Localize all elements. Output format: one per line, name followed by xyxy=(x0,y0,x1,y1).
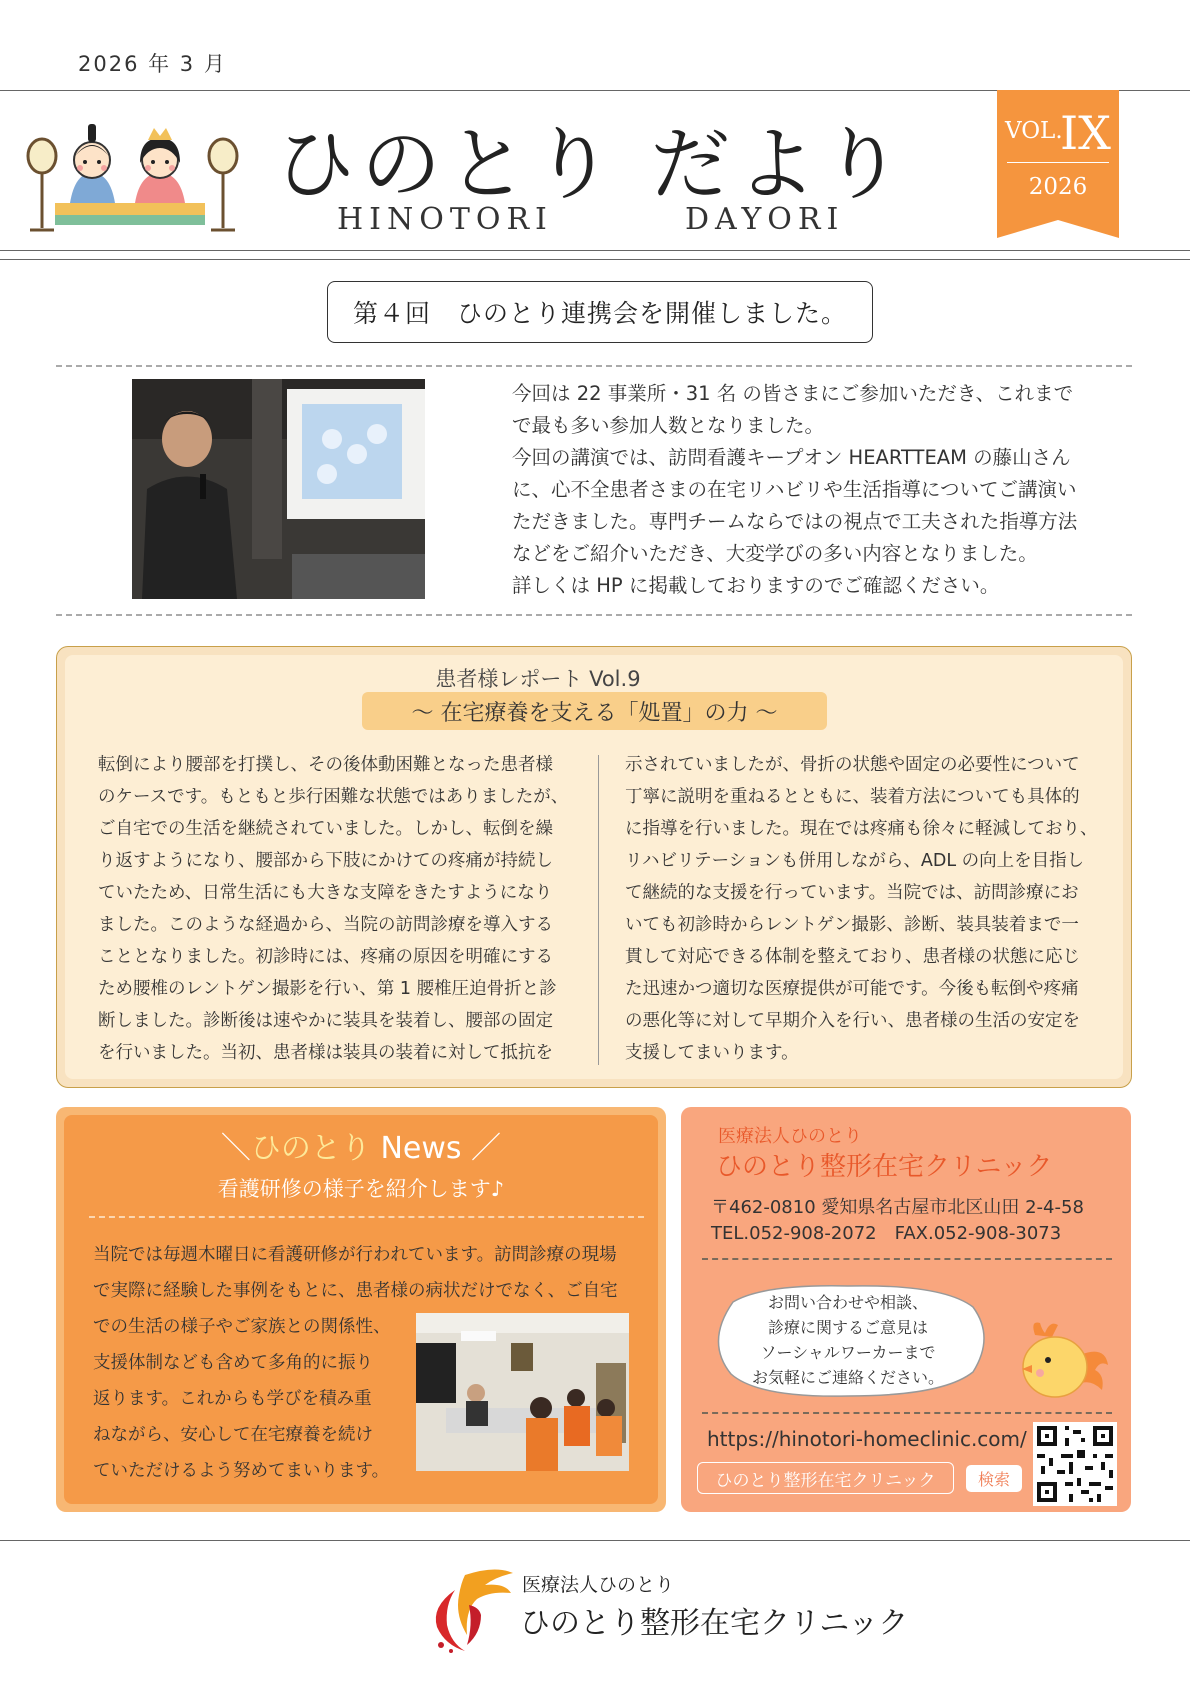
report-line: の悪化等に対して早期介入を行い、患者様の生活の安定を xyxy=(625,1011,1080,1031)
clinic-phoenix-logo-icon xyxy=(425,1565,515,1655)
article-line: に、心不全患者さまの在宅リハビリや生活指導についてご講演い xyxy=(512,478,1077,501)
clinic-dashed-divider xyxy=(702,1412,1112,1414)
report-line: た迅速かつ適切な医療提供が可能です。今後も転倒や疼痛 xyxy=(625,979,1079,999)
clinic-address: 〒462-0810 愛知県名古屋市北区山田 2-4-58 xyxy=(711,1197,1084,1218)
report-line: 支援してまいります。 xyxy=(625,1043,799,1063)
article-line: 今回は 22 事業所・31 名 の皆さまにご参加いただき、これまで xyxy=(512,382,1074,405)
report-line: こととなりました。初診時には、疼痛の原因を明確にする xyxy=(98,947,553,967)
news-line: ていただけるよう努めてまいります。 xyxy=(93,1461,390,1481)
article-line: などをご紹介いただき、大変学びの多い内容となりました。 xyxy=(512,542,1038,565)
article-line: 今回の講演では、訪問看護キープオン HEARTTEAM の藤山さん xyxy=(512,446,1071,469)
qr-code-icon[interactable] xyxy=(1033,1422,1117,1506)
volume-number: IX xyxy=(1060,106,1111,160)
report-line: リハビリテーションも併用しながら、ADL の向上を目指し xyxy=(625,851,1085,871)
issue-date: 2026 年 3 月 xyxy=(78,52,227,76)
article-body xyxy=(512,378,1112,602)
news-title-highlight: ひのとり xyxy=(250,1131,371,1166)
newsletter-title-en-1: HINOTORI xyxy=(337,202,553,237)
report-line: いても初診時からレントゲン撮影、診断、装具装着まで一 xyxy=(625,915,1079,935)
news-line: ねながら、安心して在宅療養を続け xyxy=(93,1425,373,1445)
contact-line: お気軽にご連絡ください。 xyxy=(751,1368,944,1387)
report-column-right xyxy=(625,749,1105,1069)
dashed-divider xyxy=(56,614,1132,616)
volume-label: VOL. xyxy=(1005,118,1063,144)
report-line: 示されていましたが、骨折の状態や固定の必要性について xyxy=(625,755,1080,775)
clinic-dashed-divider xyxy=(702,1258,1112,1260)
newsletter-title: ひのとり だより xyxy=(275,118,909,211)
report-label: 患者様レポート Vol.9 xyxy=(435,667,641,691)
training-photo-image-icon xyxy=(416,1313,629,1471)
report-subtitle: ～ 在宅療養を支える「処置」の力 ～ xyxy=(362,692,827,730)
report-line: ました。このような経過から、当院の訪問診療を導入する xyxy=(98,915,553,935)
clinic-tel-fax: TEL.052-908-2072 FAX.052-908-3073 xyxy=(711,1223,1062,1244)
article-line: で最も多い参加人数となりました。 xyxy=(512,414,825,437)
volume-divider xyxy=(1007,162,1109,163)
report-line: のケースです。もともと歩行困難な状態ではありましたが、 xyxy=(98,787,569,807)
report-column-divider xyxy=(598,755,599,1065)
contact-line: 診療に関するご意見は xyxy=(767,1318,928,1337)
report-line: ていたため、日常生活にも大きな支障をきたすようになり xyxy=(98,883,553,903)
report-line: 断しました。診断後は速やかに装具を装着し、腰部の固定 xyxy=(98,1011,553,1031)
footer-clinic-name: ひのとり整形在宅クリニック xyxy=(520,1606,909,1641)
lecture-photo-image-icon xyxy=(132,379,425,599)
report-column-left xyxy=(98,749,576,1069)
report-line: 丁寧に説明を重ねるとともに、装着方法についても具体的 xyxy=(625,787,1080,807)
lecture-photo xyxy=(132,379,425,599)
header-bottom-rule-1 xyxy=(0,250,1190,251)
report-line: ご自宅での生活を継続されていました。しかし、転倒を繰 xyxy=(98,819,553,839)
report-line: ため腰椎のレントゲン撮影を行い、第 1 腰椎圧迫骨折と診 xyxy=(98,979,557,999)
article-line: 詳しくは HP に掲載しておりますのでご確認ください。 xyxy=(512,574,1000,597)
clinic-address-block xyxy=(711,1195,1084,1247)
news-line: での生活の様子やご家族との関係性、 xyxy=(93,1317,391,1337)
report-line: を行いました。当初、患者様は装具の装着に対して抵抗を xyxy=(98,1043,553,1063)
contact-message xyxy=(703,1290,993,1390)
report-line: 転倒により腰部を打撲し、その後体動困難となった患者様 xyxy=(98,755,553,775)
contact-line: お問い合わせや相談、 xyxy=(767,1293,928,1312)
qr-code-pattern-icon xyxy=(1033,1422,1117,1506)
footer-org: 医療法人ひのとり xyxy=(522,1574,675,1596)
clinic-search-box[interactable]: ひのとり整形在宅クリニック xyxy=(697,1462,954,1494)
news-line: で実際に経験した事例をもとに、患者様の病状だけでなく、ご自宅 xyxy=(93,1281,618,1301)
hina-dolls-illustration-icon xyxy=(20,118,245,238)
news-dashed-divider xyxy=(89,1216,644,1218)
clinic-org: 医療法人ひのとり xyxy=(718,1126,862,1147)
header-bottom-rule-2 xyxy=(0,259,1190,260)
article-line: ただきました。専門チームならではの視点で工夫された指導方法 xyxy=(512,510,1078,533)
clinic-name: ひのとり整形在宅クリニック xyxy=(716,1152,1053,1182)
training-photo xyxy=(416,1313,629,1471)
dashed-divider xyxy=(56,365,1132,367)
clinic-url-link[interactable]: https://hinotori-homeclinic.com/ xyxy=(707,1427,1027,1451)
article-headline: 第４回 ひのとり連携会を開催しました。 xyxy=(327,281,873,343)
news-subtitle: 看護研修の様子を紹介します♪ xyxy=(217,1177,505,1201)
footer-rule xyxy=(0,1540,1190,1541)
clinic-search-button[interactable]: 検索 xyxy=(966,1465,1022,1492)
report-line: て継続的な支援を行っています。当院では、訪問診療にお xyxy=(625,883,1079,903)
volume-year: 2026 xyxy=(1028,174,1088,200)
news-title-prefix: ＼ xyxy=(220,1131,251,1166)
newsletter-title-en-2: DAYORI xyxy=(685,202,845,237)
contact-line: ソーシャルワーカーまで xyxy=(760,1343,936,1362)
news-line: 支援体制なども含めて多角的に振り xyxy=(93,1353,373,1373)
news-line: 返ります。これからも学びを積み重 xyxy=(93,1389,372,1409)
report-line: り返すようになり、腰部から下肢にかけての疼痛が持続し xyxy=(98,851,553,871)
report-line: 貫して対応できる体制を整えており、患者様の状態に応じ xyxy=(625,947,1080,967)
news-line: 当院では毎週木曜日に看護研修が行われています。訪問診療の現場 xyxy=(93,1245,617,1265)
news-title-main: News ／ xyxy=(370,1131,502,1166)
phoenix-mascot-icon xyxy=(1010,1315,1110,1405)
report-line: に指導を行いました。現在では疼痛も徐々に軽減しており、 xyxy=(625,819,1098,839)
news-title xyxy=(56,1123,666,1167)
